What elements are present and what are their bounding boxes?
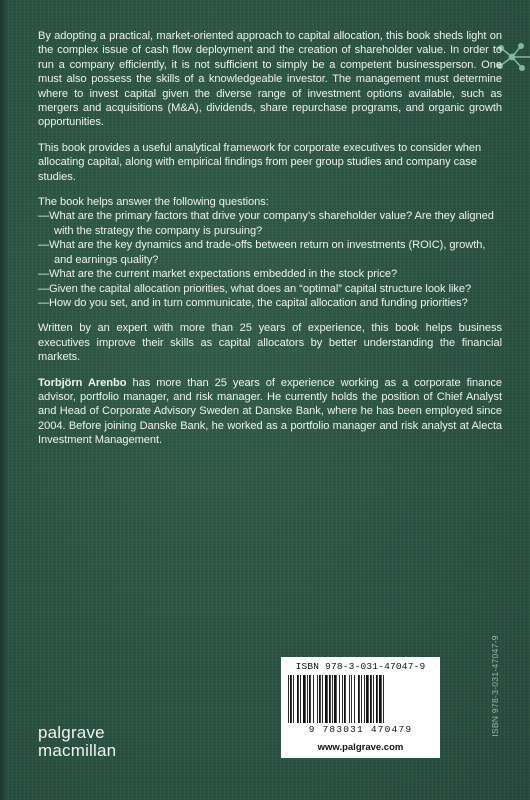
questions-heading: The book helps answer the following questions: (38, 196, 269, 209)
barcode-bar (344, 675, 346, 723)
barcode-bar (319, 675, 321, 723)
question-item: —What are the key dynamics and trade-offs between return on investments (ROIC), growth, and earnings quality? (38, 239, 486, 266)
isbn-label: ISBN 978-3-031-47047-9 (295, 661, 426, 672)
barcode-bar (300, 675, 301, 723)
framework-paragraph: This book provides a useful analytical framework for corporate executives to consider when allocating capital, along with empirical findings from peer group studies and company case studies. (38, 141, 482, 183)
barcode-bar (297, 675, 299, 723)
question-item: —How do you set, and in turn communicate, the capital allocation and funding priorities? (38, 296, 468, 309)
barcode-bar (325, 675, 328, 723)
publisher-logo-line1: palgrave (38, 723, 105, 742)
vertical-isbn (475, 588, 515, 784)
barcode-bar (361, 675, 362, 723)
intro-paragraph: By adopting a practical, market-oriented approach to capital allocation, this book sheds light on the complex issue of cash flow deployment and the creation of shareholder value. In order to run a company efficiently, it is not sufficient to simply be a competent businessperson. One must also possess the skills of a knowledgeable investor. The management must determine where to invest capital given the diverse range of investment options available, such as mergers and acquisitions (M&A), dividends, share repurchase programs, and organic growth opportunities. (38, 30, 502, 129)
barcode-bar (317, 675, 318, 723)
author-bio-text: has more than 25 years of experience working as a corporate finance advisor, portfolio manager, and risk manager. He currently holds the position of Chief Analyst and Head of Corporate Advisory Sweden at Danske Bank, where he has been employed since 2004. Before joining Danske Bank, he worked as a portfolio manager and risk analyst at Alecta Investment Management. (38, 376, 502, 447)
barcode-bar (354, 675, 355, 723)
barcode-bar (329, 675, 331, 723)
barcode-bar (373, 675, 374, 723)
publisher-logo (38, 724, 116, 760)
closing-paragraph: Written by an expert with more than 25 years of experience, this book helps business executives improve their skills as capital allocators by better understanding the financial markets. (38, 322, 502, 364)
vertical-isbn-text: ISBN 978-3-031-47047-9 (490, 635, 500, 737)
publisher-logo-line2: macmillan (38, 741, 117, 760)
barcode-bar (342, 675, 343, 723)
barcode-bar (366, 675, 369, 723)
barcode-bar (376, 675, 378, 723)
question-item: —What are the primary factors that drive your company’s shareholder value? Are they aligned with the strategy the company is pursuing? (38, 210, 494, 237)
barcode-bar (290, 675, 292, 723)
author-name: Torbjörn Arenbo (38, 376, 127, 389)
question-item: —Given the capital allocation priorities, what does an “optimal” capital structure look like? (38, 282, 472, 295)
barcode-bar (313, 675, 314, 723)
barcode-bar (334, 675, 337, 723)
barcode-bar (358, 675, 360, 723)
barcode-bar (293, 675, 294, 723)
barcode-digits: 9 783031 470479 (308, 724, 413, 735)
barcode-bar (383, 675, 384, 723)
barcode-bar (379, 675, 382, 723)
barcode-bar (322, 675, 323, 723)
isbn-barcode-box (281, 657, 440, 758)
barcode-bar (288, 675, 289, 723)
barcode-bars (288, 675, 433, 723)
barcode-bar (370, 675, 372, 723)
questions-list (38, 209, 502, 310)
back-cover-text (38, 29, 502, 459)
book-spine-edge (0, 0, 8, 800)
barcode-bar (339, 675, 340, 723)
barcode-bar (309, 675, 311, 723)
question-item: —What are the current market expectations embedded in the stock price? (38, 268, 398, 281)
barcode-bar (364, 675, 365, 723)
barcode-bar (351, 675, 352, 723)
author-bio (38, 376, 502, 448)
barcode-bar (332, 675, 333, 723)
publisher-website: www.palgrave.com (317, 742, 404, 753)
barcode-bar (303, 675, 306, 723)
barcode-bar (307, 675, 308, 723)
barcode-bar (349, 675, 350, 723)
